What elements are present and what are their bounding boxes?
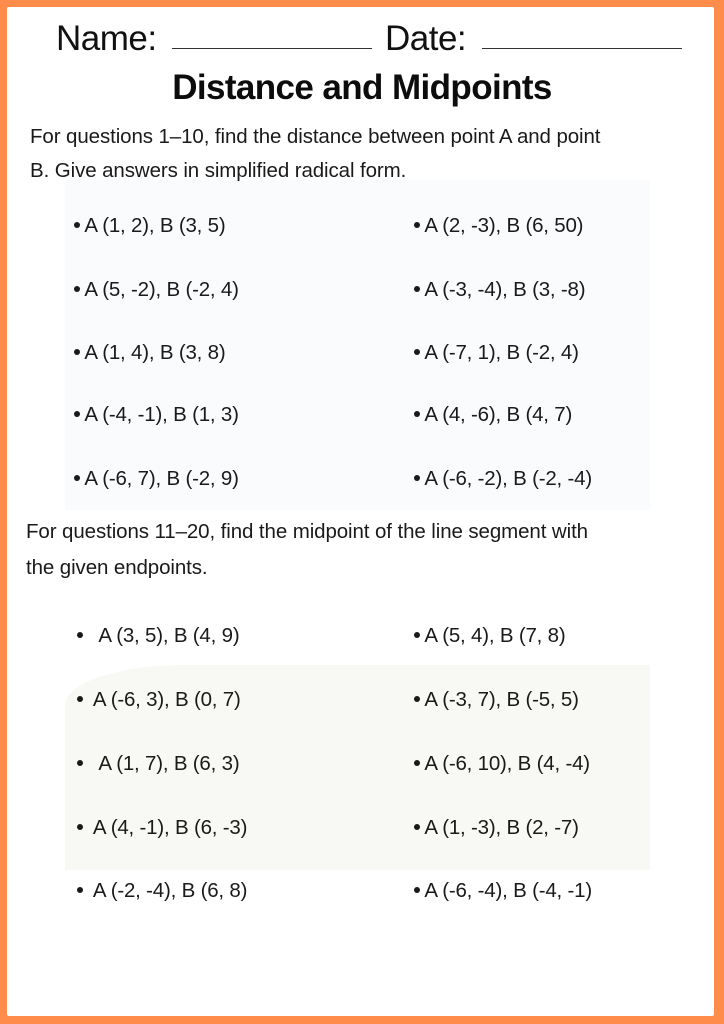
distance-question-1: A (1, 2), B (3, 5) [74, 216, 225, 237]
bullet-icon [74, 222, 80, 228]
distance-question-2: A (2, -3), B (6, 50) [414, 216, 583, 237]
distance-question-9: A (-6, 7), B (-2, 9) [74, 469, 239, 490]
bullet-icon [74, 286, 80, 292]
distance-question-7: A (-4, -1), B (1, 3) [74, 405, 239, 426]
midpoint-question-16: A (-6, 10), B (4, -4) [414, 754, 590, 775]
midpoint-question-20: A (-6, -4), B (-4, -1) [414, 881, 592, 902]
midpoint-question-11: A (3, 5), B (4, 9) [77, 626, 239, 647]
bullet-icon [414, 824, 420, 830]
distance-question-10: A (-6, -2), B (-2, -4) [414, 469, 592, 490]
bullet-icon [414, 760, 420, 766]
midpoint-instructions-line2: the given endpoints. [26, 556, 208, 579]
bullet-icon [414, 222, 420, 228]
midpoint-question-12: A (5, 4), B (7, 8) [414, 626, 565, 647]
bullet-icon [77, 696, 83, 702]
bullet-icon [414, 411, 420, 417]
bullet-icon [77, 632, 83, 638]
bullet-icon [414, 887, 420, 893]
bullet-icon [77, 824, 83, 830]
midpoint-question-15: A (1, 7), B (6, 3) [77, 754, 239, 775]
bullet-icon [414, 475, 420, 481]
distance-question-3: A (5, -2), B (-2, 4) [74, 280, 239, 301]
bullet-icon [414, 349, 420, 355]
bullet-icon [74, 411, 80, 417]
midpoint-question-18: A (1, -3), B (2, -7) [414, 818, 579, 839]
distance-question-5: A (1, 4), B (3, 8) [74, 343, 225, 364]
distance-question-4: A (-3, -4), B (3, -8) [414, 280, 585, 301]
date-label: Date: [385, 19, 467, 58]
name-label: Name: [56, 19, 157, 58]
bullet-icon [77, 887, 83, 893]
name-field-line[interactable] [172, 48, 372, 49]
distance-question-8: A (4, -6), B (4, 7) [414, 405, 572, 426]
midpoint-question-17: A (4, -1), B (6, -3) [77, 818, 247, 839]
distance-question-6: A (-7, 1), B (-2, 4) [414, 343, 579, 364]
distance-instructions-line1: For questions 1–10, find the distance between point A and point [30, 125, 601, 148]
distance-instructions-line2: B. Give answers in simplified radical form. [30, 159, 407, 182]
midpoint-question-14: A (-3, 7), B (-5, 5) [414, 690, 579, 711]
bullet-icon [74, 349, 80, 355]
midpoint-question-19: A (-2, -4), B (6, 8) [77, 881, 247, 902]
midpoint-question-13: A (-6, 3), B (0, 7) [77, 690, 241, 711]
date-field-line[interactable] [482, 48, 682, 49]
bullet-icon [414, 632, 420, 638]
bullet-icon [414, 696, 420, 702]
midpoint-instructions-line1: For questions 11–20, find the midpoint of the line segment with [26, 520, 588, 543]
worksheet-title: Distance and Midpoints [172, 68, 552, 107]
bullet-icon [77, 760, 83, 766]
bullet-icon [414, 286, 420, 292]
bullet-icon [74, 475, 80, 481]
